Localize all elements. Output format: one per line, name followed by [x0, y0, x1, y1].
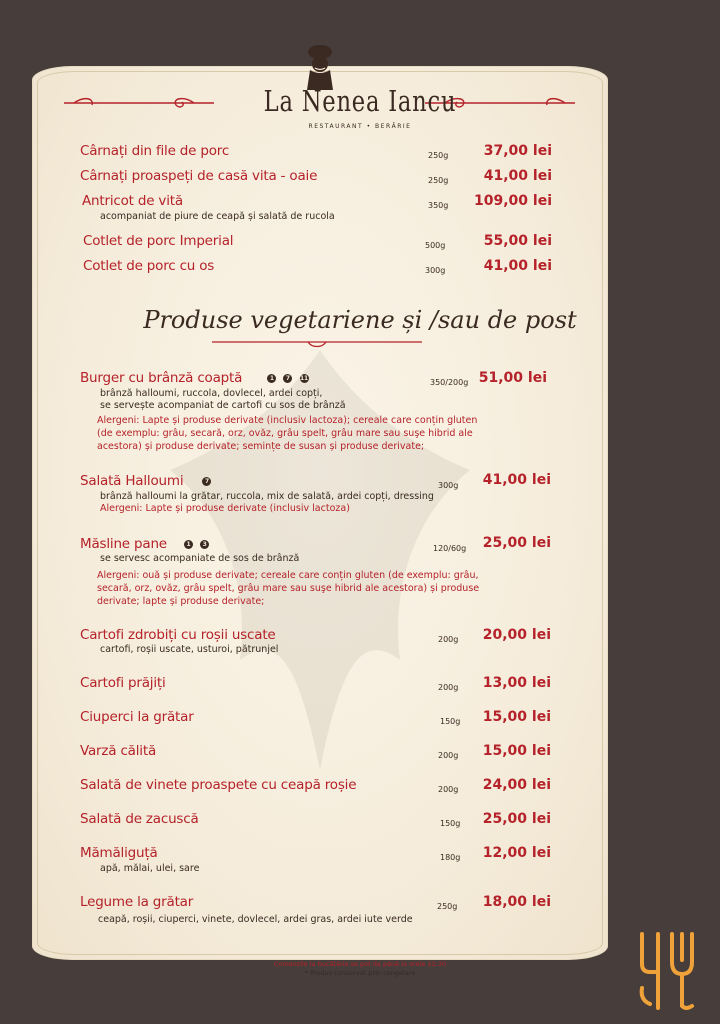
menu-item-name: Legume la grătar: [80, 894, 194, 910]
menu-item-weight: 200g: [438, 683, 459, 692]
menu-item-weight: 500g: [425, 241, 446, 250]
menu-item-name: Cârnați din file de porc: [80, 143, 230, 159]
menu-item-price: 12,00 lei: [482, 845, 551, 861]
menu-item-weight: 250g: [437, 902, 458, 911]
menu-item-price: 37,00 lei: [483, 143, 552, 159]
allergen-note: secară, orz, ovăz, grâu spelt, grâu mare sau suşe hibrid ale acestora) și produse: [97, 583, 480, 594]
menu-item-weight: 200g: [438, 751, 459, 760]
menu-item-name: Ciuperci la grătar: [80, 709, 194, 725]
menu-item-price: 55,00 lei: [483, 233, 552, 249]
allergen-note: Alergeni: Lapte și produse derivate (inclusiv lactoza): [100, 503, 350, 514]
menu-item-name: Burger cu brânză coaptă 1 7 11: [80, 370, 308, 386]
allergen-note: Alergeni: ouă și produse derivate; cereale care conțin gluten (de exemplu: grâu,: [97, 570, 479, 581]
menu-item-name: Cârnați proaspeți de casă vita - oaie: [80, 168, 318, 184]
menu-item-description: se servește acompaniat de cartofi cu sos de brânză: [100, 400, 346, 411]
fork-knife-corner-icon: [636, 930, 706, 1012]
menu-item-name: Varză călită: [80, 743, 157, 759]
menu-item-name: Cartofi prăjiți: [80, 675, 166, 691]
menu-item-price: 51,00 lei: [478, 370, 547, 386]
menu-item-weight: 300g: [438, 481, 459, 490]
menu-item-weight: 150g: [440, 819, 461, 828]
menu-item-name: Antricot de vită: [82, 193, 183, 209]
footer-note: * Produs conservat prin congelare: [304, 969, 416, 977]
menu-item-name: Cartofi zdrobiți cu roșii uscate: [80, 627, 276, 643]
menu-item-price: 41,00 lei: [483, 168, 552, 184]
menu-item-name: Cotlet de porc cu os: [83, 258, 215, 274]
menu-item-price: 13,00 lei: [482, 675, 551, 691]
allergen-note: (de exemplu: grâu, secară, orz, ovăz, grâu spelt, grâu mare sau suşe hibrid ale: [97, 428, 473, 439]
menu-item-description: brânză halloumi, ruccola, dovlecel, ardei copți,: [100, 388, 323, 399]
menu-item-name: Salată de vinete proaspete cu ceapă roșie: [80, 777, 357, 793]
menu-item-weight: 300g: [425, 266, 446, 275]
menu-item-weight: 120/60g: [433, 544, 467, 553]
menu-item-name: Salată Halloumi 7: [80, 473, 211, 489]
menu-item-weight: 200g: [438, 785, 459, 794]
menu-item-description: apă, mălai, ulei, sare: [100, 863, 200, 874]
brand-tagline: RESTAURANT • BERĂRIE: [308, 123, 412, 130]
menu-item-price: 18,00 lei: [482, 894, 551, 910]
menu-item-price: 41,00 lei: [483, 258, 552, 274]
brand-name: La Nenea Iancu: [263, 84, 457, 118]
menu-item-weight: 150g: [440, 717, 461, 726]
menu-item-weight: 200g: [438, 635, 459, 644]
allergen-badge-icon: 11: [300, 374, 308, 382]
menu-item-name: Salată de zacuscă: [80, 811, 199, 827]
menu-item-price: 20,00 lei: [482, 627, 551, 643]
menu-item-name: Măsline pane 1 3: [80, 536, 209, 552]
menu-item-name: Cotlet de porc Imperial: [83, 233, 234, 249]
menu-item-price: 24,00 lei: [482, 777, 551, 793]
menu-item-description: se servesc acompaniate de sos de brânză: [100, 553, 300, 564]
menu-item-price: 109,00 lei: [474, 193, 552, 209]
allergen-badge-icon: 7: [202, 477, 211, 486]
menu-item-name: Mămăliguță: [80, 845, 158, 861]
menu-item-price: 15,00 lei: [482, 709, 551, 725]
section-divider-icon: [212, 336, 422, 350]
menu-item-weight: 350/200g: [430, 378, 469, 387]
allergen-badge-icon: 1: [184, 540, 193, 549]
menu-item-weight: 180g: [440, 853, 461, 862]
menu-item-weight: 350g: [428, 201, 449, 210]
menu-item-weight: 250g: [428, 151, 449, 160]
menu-item-weight: 250g: [428, 176, 449, 185]
menu-item-price: 15,00 lei: [482, 743, 551, 759]
menu-item-price: 41,00 lei: [482, 472, 551, 488]
menu-item-price: 25,00 lei: [482, 535, 551, 551]
menu-item-description: brânză halloumi la grătar, ruccola, mix de salată, ardei copți, dressing: [100, 491, 434, 502]
allergen-note: acestora) și produse derivate; semințe de susan și produse derivate;: [97, 441, 425, 452]
menu-item-description: cartofi, roșii uscate, usturoi, pătrunjel: [100, 644, 279, 655]
footer-note: Comenzile la bucătărie se pot da până la orele 22:30: [273, 960, 447, 968]
allergen-badge-icon: 1: [267, 374, 276, 383]
allergen-note: derivate; lapte și produse derivate;: [97, 596, 265, 607]
allergen-badge-icon: 3: [200, 540, 209, 549]
allergen-badge-icon: 7: [283, 374, 292, 383]
menu-item-price: 25,00 lei: [482, 811, 551, 827]
menu-item-description: acompaniat de piure de ceapă și salată de rucola: [100, 211, 335, 222]
menu-item-description: ceapă, roșii, ciuperci, vinete, dovlecel, ardei gras, ardei iute verde: [98, 914, 413, 925]
section-title: Produse vegetariene și /sau de post: [143, 306, 577, 334]
allergen-note: Alergeni: Lapte și produse derivate (inclusiv lactoza); cereale care conțin gluten: [97, 415, 478, 426]
